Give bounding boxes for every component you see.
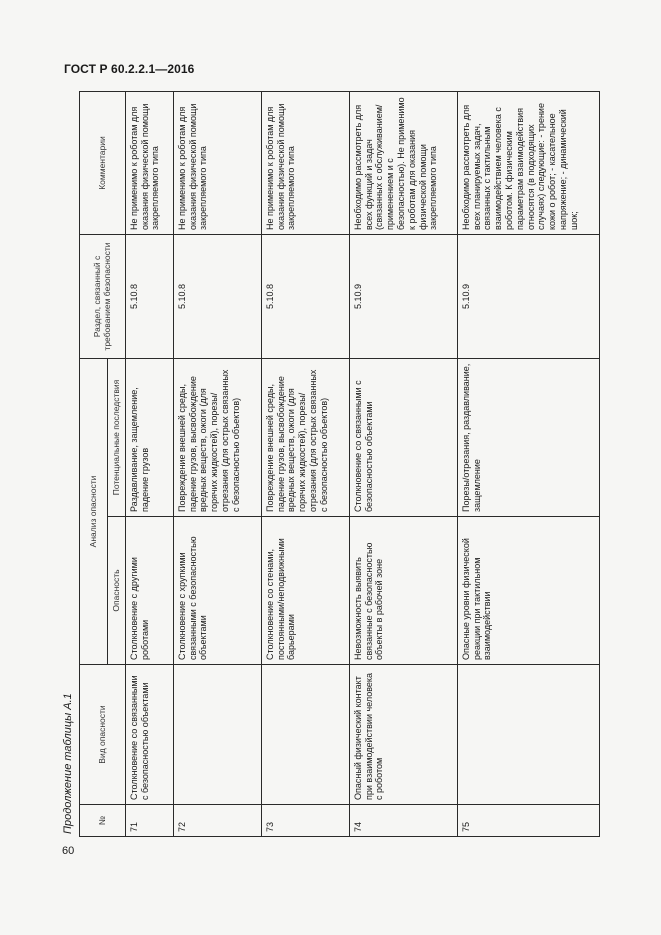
header-hazard: Опасность bbox=[108, 517, 126, 665]
row-number: 72 bbox=[173, 805, 261, 837]
table-row bbox=[457, 92, 599, 837]
row-comment: Необходимо рассмотреть для всех планируемых задач, связанных с тактильным взаимодействием человека с роботом. К физическим параметрам взаимодействия относятся (в подходящих случаях) следующие: - трение кожи о робот; - касательное напряжение; - динамический шок; bbox=[457, 92, 599, 235]
row-consequences: Повреждение внешней среды, падение грузов, высвобождение вредных веществ, ожоги (для горячих жидкостей), порезы/отрезания (для острых связанных с безопасностью объектов) bbox=[173, 359, 261, 517]
row-hazard: Опасные уровни физической реакции при тактильном взаимодействии bbox=[457, 517, 599, 665]
row-consequences: Столкновение со связанными с безопасностью объектами bbox=[349, 359, 457, 517]
row-number: 74 bbox=[349, 805, 457, 837]
row-number: 73 bbox=[261, 805, 349, 837]
header-consequences: Потенциальные последствия bbox=[108, 359, 126, 517]
table-caption: Продолжение таблицы А.1 bbox=[62, 693, 74, 834]
row-section: 5.10.9 bbox=[457, 235, 599, 359]
row-section: 5.10.8 bbox=[261, 235, 349, 359]
row-hazard-type bbox=[261, 665, 349, 805]
row-hazard: Столкновение с другими роботами bbox=[125, 517, 173, 665]
row-number: 75 bbox=[457, 805, 599, 837]
row-hazard-type: Столкновение со связанными с безопасностью объектами bbox=[125, 665, 173, 805]
header-comments: Комментарии bbox=[80, 92, 126, 235]
row-hazard: Невозможность выявить связанные с безопасностью объекты в рабочей зоне bbox=[349, 517, 457, 665]
row-hazard-type bbox=[173, 665, 261, 805]
row-comment: Не применимо к роботам для оказания физической помощи закрепляемого типа bbox=[125, 92, 173, 235]
row-hazard: Столкновение со стенами, постоянными/неподвижными барьерами bbox=[261, 517, 349, 665]
row-section: 5.10.8 bbox=[125, 235, 173, 359]
row-comment: Необходимо рассмотреть для всех функций и задач (связанных с обслуживанием/применением и с безопасностью). Не применимо к роботам для оказания физической помощи закрепляемого типа bbox=[349, 92, 457, 235]
row-consequences: Порезы/отрезания, раздавливание, защемление bbox=[457, 359, 599, 517]
row-consequences: Раздавливание, защемление, падение грузов bbox=[125, 359, 173, 517]
page-number: 60 bbox=[62, 845, 75, 857]
table-row bbox=[173, 92, 261, 837]
table-row bbox=[349, 92, 457, 837]
header-row-top bbox=[80, 92, 108, 837]
row-section: 5.10.9 bbox=[349, 235, 457, 359]
row-hazard-type: Опасный физический контакт при взаимодействии человека с роботом bbox=[349, 665, 457, 805]
hazard-analysis-table bbox=[79, 91, 600, 837]
table-row bbox=[261, 92, 349, 837]
header-hazard-type: Вид опасности bbox=[80, 665, 126, 805]
row-hazard-type bbox=[457, 665, 599, 805]
row-consequences: Повреждение внешней среды, падение грузов, высвобождение вредных веществ, ожоги (для горячих жидкостей), порезы/отрезания (для острых связанных с безопасностью объектов) bbox=[261, 359, 349, 517]
row-number: 71 bbox=[125, 805, 173, 837]
header-analysis-group: Анализ опасности bbox=[80, 359, 108, 665]
row-section: 5.10.8 bbox=[173, 235, 261, 359]
row-comment: Не применимо к роботам для оказания физической помощи закрепляемого типа bbox=[261, 92, 349, 235]
table-row bbox=[125, 92, 173, 837]
document-header: ГОСТ Р 60.2.2.1—2016 bbox=[64, 62, 195, 76]
row-comment: Не применимо к роботам для оказания физической помощи закрепляемого типа bbox=[173, 92, 261, 235]
header-section: Раздел, связанный с требованием безопасности bbox=[80, 235, 126, 359]
rotated-table-container bbox=[79, 92, 597, 837]
header-number: № bbox=[80, 805, 126, 837]
row-hazard: Столкновение с хрупкими связанными с безопасностью объектами bbox=[173, 517, 261, 665]
